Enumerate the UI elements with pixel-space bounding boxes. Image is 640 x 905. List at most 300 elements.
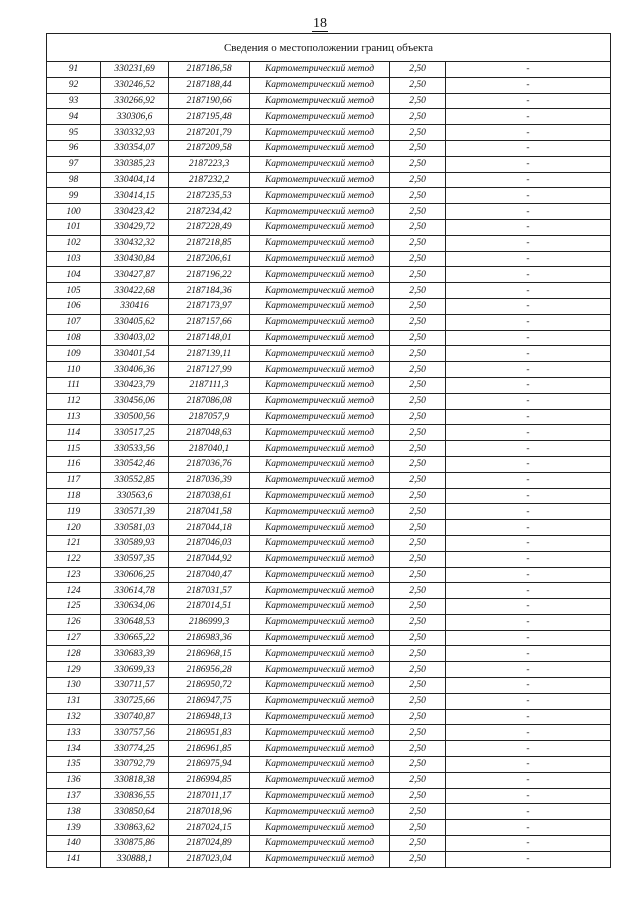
y-coordinate-cell: 2187127,99 [169,362,250,378]
x-coordinate-cell: 330533,56 [101,441,169,457]
method-cell: Картометрический метод [250,219,390,235]
description-cell: - [446,741,611,757]
point-number-cell: 101 [47,219,101,235]
x-coordinate-cell: 330614,78 [101,583,169,599]
y-coordinate-cell: 2187196,22 [169,267,250,283]
table-row [47,409,611,425]
point-number-cell: 111 [47,377,101,393]
description-cell: - [446,836,611,852]
x-coordinate-cell: 330552,85 [101,472,169,488]
method-cell: Картометрический метод [250,504,390,520]
table-row [47,393,611,409]
point-number-cell: 137 [47,788,101,804]
table-row [47,678,611,694]
y-coordinate-cell: 2187057,9 [169,409,250,425]
accuracy-cell: 2,50 [390,235,446,251]
point-number-cell: 94 [47,109,101,125]
table-row [47,298,611,314]
description-cell: - [446,409,611,425]
y-coordinate-cell: 2187014,51 [169,599,250,615]
y-coordinate-cell: 2187234,42 [169,204,250,220]
table-row [47,283,611,299]
method-cell: Картометрический метод [250,204,390,220]
accuracy-cell: 2,50 [390,441,446,457]
table-row [47,156,611,172]
table-row [47,599,611,615]
accuracy-cell: 2,50 [390,741,446,757]
table-body [47,62,611,868]
description-cell: - [446,267,611,283]
table-row [47,140,611,156]
x-coordinate-cell: 330403,02 [101,330,169,346]
accuracy-cell: 2,50 [390,599,446,615]
x-coordinate-cell: 330430,84 [101,251,169,267]
x-coordinate-cell: 330456,06 [101,393,169,409]
accuracy-cell: 2,50 [390,472,446,488]
y-coordinate-cell: 2187018,96 [169,804,250,820]
accuracy-cell: 2,50 [390,298,446,314]
x-coordinate-cell: 330665,22 [101,630,169,646]
accuracy-cell: 2,50 [390,393,446,409]
point-number-cell: 141 [47,851,101,867]
table-row [47,662,611,678]
x-coordinate-cell: 330332,93 [101,125,169,141]
y-coordinate-cell: 2187011,17 [169,788,250,804]
x-coordinate-cell: 330404,14 [101,172,169,188]
y-coordinate-cell: 2187046,03 [169,535,250,551]
x-coordinate-cell: 330740,87 [101,709,169,725]
method-cell: Картометрический метод [250,188,390,204]
table-row [47,725,611,741]
point-number-cell: 103 [47,251,101,267]
point-number-cell: 108 [47,330,101,346]
method-cell: Картометрический метод [250,535,390,551]
accuracy-cell: 2,50 [390,678,446,694]
point-number-cell: 107 [47,314,101,330]
method-cell: Картометрический метод [250,662,390,678]
description-cell: - [446,551,611,567]
accuracy-cell: 2,50 [390,346,446,362]
x-coordinate-cell: 330589,93 [101,535,169,551]
table-row [47,520,611,536]
x-coordinate-cell: 330306,6 [101,109,169,125]
point-number-cell: 96 [47,140,101,156]
x-coordinate-cell: 330699,33 [101,662,169,678]
y-coordinate-cell: 2187186,58 [169,62,250,78]
description-cell: - [446,219,611,235]
accuracy-cell: 2,50 [390,851,446,867]
y-coordinate-cell: 2187044,18 [169,520,250,536]
accuracy-cell: 2,50 [390,425,446,441]
x-coordinate-cell: 330606,25 [101,567,169,583]
x-coordinate-cell: 330563,6 [101,488,169,504]
method-cell: Картометрический метод [250,709,390,725]
x-coordinate-cell: 330423,42 [101,204,169,220]
method-cell: Картометрический метод [250,836,390,852]
accuracy-cell: 2,50 [390,504,446,520]
point-number-cell: 135 [47,757,101,773]
y-coordinate-cell: 2186950,72 [169,678,250,694]
table-row [47,772,611,788]
table-row [47,62,611,78]
table-row [47,425,611,441]
description-cell: - [446,172,611,188]
point-number-cell: 132 [47,709,101,725]
y-coordinate-cell: 2187188,44 [169,77,250,93]
description-cell: - [446,788,611,804]
description-cell: - [446,109,611,125]
description-cell: - [446,630,611,646]
point-number-cell: 114 [47,425,101,441]
method-cell: Картометрический метод [250,93,390,109]
description-cell: - [446,772,611,788]
point-number-cell: 117 [47,472,101,488]
accuracy-cell: 2,50 [390,551,446,567]
point-number-cell: 124 [47,583,101,599]
accuracy-cell: 2,50 [390,409,446,425]
table-row [47,614,611,630]
description-cell: - [446,488,611,504]
table-row [47,346,611,362]
y-coordinate-cell: 2187038,61 [169,488,250,504]
accuracy-cell: 2,50 [390,362,446,378]
page-number [0,16,640,32]
point-number-cell: 93 [47,93,101,109]
point-number-cell: 105 [47,283,101,299]
table-row [47,251,611,267]
method-cell: Картометрический метод [250,599,390,615]
accuracy-cell: 2,50 [390,77,446,93]
point-number-cell: 99 [47,188,101,204]
method-cell: Картометрический метод [250,583,390,599]
table-row [47,456,611,472]
description-cell: - [446,757,611,773]
method-cell: Картометрический метод [250,298,390,314]
method-cell: Картометрический метод [250,820,390,836]
point-number-cell: 120 [47,520,101,536]
description-cell: - [446,520,611,536]
method-cell: Картометрический метод [250,441,390,457]
table-row [47,377,611,393]
x-coordinate-cell: 330432,32 [101,235,169,251]
accuracy-cell: 2,50 [390,93,446,109]
point-number-cell: 119 [47,504,101,520]
method-cell: Картометрический метод [250,630,390,646]
y-coordinate-cell: 2186975,94 [169,757,250,773]
table-row [47,314,611,330]
description-cell: - [446,693,611,709]
method-cell: Картометрический метод [250,772,390,788]
accuracy-cell: 2,50 [390,251,446,267]
table-row [47,504,611,520]
method-cell: Картометрический метод [250,377,390,393]
y-coordinate-cell: 2187195,48 [169,109,250,125]
y-coordinate-cell: 2186956,28 [169,662,250,678]
y-coordinate-cell: 2187041,58 [169,504,250,520]
point-number-cell: 139 [47,820,101,836]
description-cell: - [446,709,611,725]
method-cell: Картометрический метод [250,125,390,141]
table-row [47,567,611,583]
accuracy-cell: 2,50 [390,725,446,741]
x-coordinate-cell: 330266,92 [101,93,169,109]
method-cell: Картометрический метод [250,725,390,741]
description-cell: - [446,456,611,472]
y-coordinate-cell: 2187206,61 [169,251,250,267]
x-coordinate-cell: 330385,23 [101,156,169,172]
table-row [47,851,611,867]
accuracy-cell: 2,50 [390,772,446,788]
y-coordinate-cell: 2187040,47 [169,567,250,583]
table-row [47,630,611,646]
point-number-cell: 100 [47,204,101,220]
y-coordinate-cell: 2187190,66 [169,93,250,109]
accuracy-cell: 2,50 [390,757,446,773]
x-coordinate-cell: 330863,62 [101,820,169,836]
y-coordinate-cell: 2187209,58 [169,140,250,156]
x-coordinate-cell: 330711,57 [101,678,169,694]
method-cell: Картометрический метод [250,472,390,488]
y-coordinate-cell: 2187044,92 [169,551,250,567]
description-cell: - [446,583,611,599]
table-row [47,77,611,93]
point-number-cell: 98 [47,172,101,188]
x-coordinate-cell: 330634,06 [101,599,169,615]
description-cell: - [446,804,611,820]
y-coordinate-cell: 2187218,85 [169,235,250,251]
method-cell: Картометрический метод [250,409,390,425]
table-row [47,551,611,567]
x-coordinate-cell: 330427,87 [101,267,169,283]
method-cell: Картометрический метод [250,456,390,472]
point-number-cell: 122 [47,551,101,567]
table-row [47,362,611,378]
point-number-cell: 102 [47,235,101,251]
method-cell: Картометрический метод [250,235,390,251]
table-row [47,836,611,852]
point-number-cell: 92 [47,77,101,93]
point-number-cell: 140 [47,836,101,852]
table-row [47,109,611,125]
method-cell: Картометрический метод [250,156,390,172]
point-number-cell: 97 [47,156,101,172]
x-coordinate-cell: 330725,66 [101,693,169,709]
accuracy-cell: 2,50 [390,204,446,220]
method-cell: Картометрический метод [250,520,390,536]
page-number-text: 18 [313,16,327,31]
x-coordinate-cell: 330246,52 [101,77,169,93]
method-cell: Картометрический метод [250,346,390,362]
y-coordinate-cell: 2186947,75 [169,693,250,709]
description-cell: - [446,283,611,299]
accuracy-cell: 2,50 [390,283,446,299]
description-cell: - [446,614,611,630]
x-coordinate-cell: 330405,62 [101,314,169,330]
table-row [47,219,611,235]
accuracy-cell: 2,50 [390,188,446,204]
accuracy-cell: 2,50 [390,377,446,393]
method-cell: Картометрический метод [250,567,390,583]
accuracy-cell: 2,50 [390,172,446,188]
method-cell: Картометрический метод [250,678,390,694]
point-number-cell: 133 [47,725,101,741]
x-coordinate-cell: 330792,79 [101,757,169,773]
accuracy-cell: 2,50 [390,662,446,678]
method-cell: Картометрический метод [250,314,390,330]
y-coordinate-cell: 2187036,39 [169,472,250,488]
x-coordinate-cell: 330683,39 [101,646,169,662]
y-coordinate-cell: 2187184,36 [169,283,250,299]
x-coordinate-cell: 330648,53 [101,614,169,630]
accuracy-cell: 2,50 [390,709,446,725]
description-cell: - [446,377,611,393]
table-row [47,488,611,504]
description-cell: - [446,77,611,93]
y-coordinate-cell: 2187235,53 [169,188,250,204]
x-coordinate-cell: 330354,07 [101,140,169,156]
y-coordinate-cell: 2186983,36 [169,630,250,646]
point-number-cell: 115 [47,441,101,457]
table-row [47,235,611,251]
method-cell: Картометрический метод [250,362,390,378]
accuracy-cell: 2,50 [390,488,446,504]
y-coordinate-cell: 2187024,89 [169,836,250,852]
method-cell: Картометрический метод [250,425,390,441]
description-cell: - [446,156,611,172]
y-coordinate-cell: 2187223,3 [169,156,250,172]
method-cell: Картометрический метод [250,741,390,757]
point-number-cell: 116 [47,456,101,472]
point-number-cell: 131 [47,693,101,709]
accuracy-cell: 2,50 [390,62,446,78]
x-coordinate-cell: 330231,69 [101,62,169,78]
y-coordinate-cell: 2186961,85 [169,741,250,757]
description-cell: - [446,314,611,330]
x-coordinate-cell: 330888,1 [101,851,169,867]
y-coordinate-cell: 2187040,1 [169,441,250,457]
table-row [47,709,611,725]
accuracy-cell: 2,50 [390,583,446,599]
table-row [47,820,611,836]
method-cell: Картометрический метод [250,172,390,188]
point-number-cell: 136 [47,772,101,788]
x-coordinate-cell: 330875,86 [101,836,169,852]
method-cell: Картометрический метод [250,804,390,820]
x-coordinate-cell: 330423,79 [101,377,169,393]
accuracy-cell: 2,50 [390,646,446,662]
table-row [47,646,611,662]
table-row [47,172,611,188]
description-cell: - [446,188,611,204]
y-coordinate-cell: 2186999,3 [169,614,250,630]
point-number-cell: 112 [47,393,101,409]
method-cell: Картометрический метод [250,330,390,346]
description-cell: - [446,93,611,109]
x-coordinate-cell: 330836,55 [101,788,169,804]
y-coordinate-cell: 2187232,2 [169,172,250,188]
method-cell: Картометрический метод [250,109,390,125]
method-cell: Картометрический метод [250,62,390,78]
description-cell: - [446,646,611,662]
x-coordinate-cell: 330517,25 [101,425,169,441]
point-number-cell: 104 [47,267,101,283]
accuracy-cell: 2,50 [390,330,446,346]
description-cell: - [446,678,611,694]
table-row [47,788,611,804]
x-coordinate-cell: 330597,35 [101,551,169,567]
accuracy-cell: 2,50 [390,630,446,646]
x-coordinate-cell: 330571,39 [101,504,169,520]
description-cell: - [446,535,611,551]
x-coordinate-cell: 330818,38 [101,772,169,788]
y-coordinate-cell: 2186994,85 [169,772,250,788]
description-cell: - [446,662,611,678]
point-number-cell: 138 [47,804,101,820]
description-cell: - [446,251,611,267]
accuracy-cell: 2,50 [390,267,446,283]
table-row [47,267,611,283]
table-row [47,204,611,220]
y-coordinate-cell: 2186968,15 [169,646,250,662]
description-cell: - [446,820,611,836]
point-number-cell: 125 [47,599,101,615]
description-cell: - [446,472,611,488]
x-coordinate-cell: 330416 [101,298,169,314]
table-row [47,757,611,773]
y-coordinate-cell: 2187148,01 [169,330,250,346]
method-cell: Картометрический метод [250,140,390,156]
point-number-cell: 129 [47,662,101,678]
method-cell: Картометрический метод [250,551,390,567]
description-cell: - [446,346,611,362]
accuracy-cell: 2,50 [390,804,446,820]
accuracy-cell: 2,50 [390,156,446,172]
y-coordinate-cell: 2187173,97 [169,298,250,314]
method-cell: Картометрический метод [250,283,390,299]
description-cell: - [446,125,611,141]
description-cell: - [446,425,611,441]
description-cell: - [446,725,611,741]
accuracy-cell: 2,50 [390,535,446,551]
description-cell: - [446,393,611,409]
description-cell: - [446,140,611,156]
x-coordinate-cell: 330406,36 [101,362,169,378]
description-cell: - [446,504,611,520]
description-cell: - [446,599,611,615]
point-number-cell: 106 [47,298,101,314]
x-coordinate-cell: 330500,56 [101,409,169,425]
x-coordinate-cell: 330429,72 [101,219,169,235]
x-coordinate-cell: 330774,25 [101,741,169,757]
x-coordinate-cell: 330414,15 [101,188,169,204]
accuracy-cell: 2,50 [390,109,446,125]
point-number-cell: 110 [47,362,101,378]
description-cell: - [446,298,611,314]
x-coordinate-cell: 330401,54 [101,346,169,362]
accuracy-cell: 2,50 [390,456,446,472]
y-coordinate-cell: 2187086,08 [169,393,250,409]
table-row [47,535,611,551]
table-row [47,472,611,488]
table-row [47,93,611,109]
accuracy-cell: 2,50 [390,820,446,836]
x-coordinate-cell: 330581,03 [101,520,169,536]
point-number-cell: 123 [47,567,101,583]
description-cell: - [446,204,611,220]
point-number-cell: 95 [47,125,101,141]
table-row [47,188,611,204]
accuracy-cell: 2,50 [390,125,446,141]
